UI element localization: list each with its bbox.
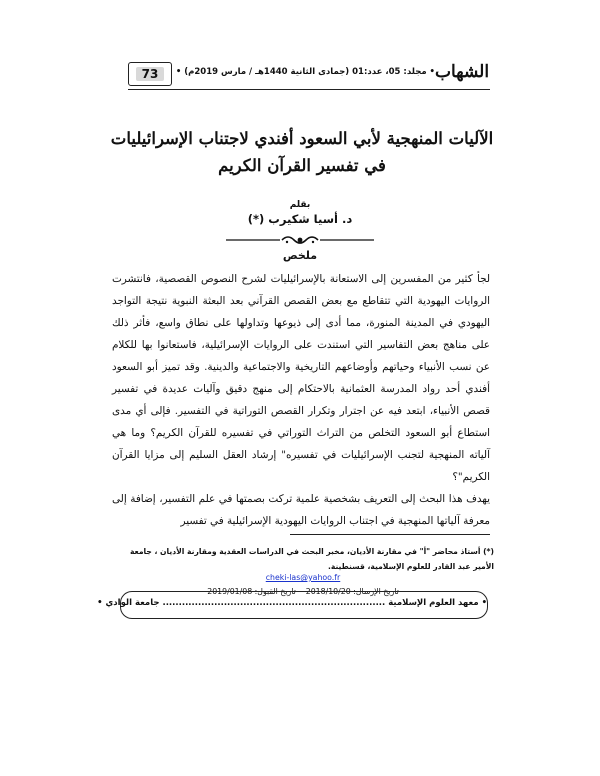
ornament-divider <box>226 233 374 247</box>
abstract-paragraph-1: لجأ كثير من المفسرين إلى الاستعانة بالإسرائيليات لشرح النصوص القصصية، فانتشرت الروايات اليهودية التي تتقاطع مع بعض القصص القرآني بعد البعثة النبوية نتيجة التواجد اليهودي في المدينة المنورة، مما أدى إلى ذيوعها وتداولها على نطاق واسع، فأثر ذلك على مناهج بعض التفاسير التي استندت على الروايات الإسرائيلية، فاستعانوا بها للكلام عن نسب الأنبياء وحياتهم وأوضاعهم التاريخية والاجتماعية والدينية. وقد تميز أبو السعود أفندي أحد رواد المدرسة العثمانية بالاحتكام إلى منهج دقيق وآليات عديدة في تفسير قصص الأنبياء، ابتعد فيه عن اجترار وتكرار القصص التوراتية في التفسير. فإلى أي مدى استطاع أبو السعود التخلص من التراث التوراتي في تفسيره للقرآن الكريم؟ وما هي آلياته المنهجية لتجنب الإسرائيليات في تفسيره" إرشاد العقل السليم إلى مزايا القرآن الكريم"؟ <box>112 273 490 483</box>
page-number: 73 <box>136 67 165 81</box>
accepted-label: تاريخ القبول: <box>254 587 296 596</box>
author-name: د. أسيا شكيرب (*) <box>247 212 353 226</box>
running-header <box>128 58 490 94</box>
footer-text: • معهد العلوم الإسلامية ..................................................................... جامعة الوادي • <box>97 598 487 608</box>
sent-label: تاريخ الإرسال: <box>353 587 399 596</box>
title-line-1: الآليات المنهجية لأبي السعود أفندي لاجتناب الإسرائيليات <box>110 129 494 148</box>
page-number-box <box>128 62 172 86</box>
journal-info: • مجلد: 05، عدد:01 (جمادى الثانية 1440هـ / مارس 2019م) • <box>175 67 435 77</box>
abstract-heading: ملخص <box>282 249 318 262</box>
by-label: بقلم <box>289 200 311 210</box>
footnote-text: (*) أستاذ محاضر "أ" في مقارنة الأديان، مخبر البحث في الدراسات العقدية ومقارنة الأديان ، جامعة الأمير عبد القادر للعلوم الإسلامية، قسنطينة. <box>129 547 494 571</box>
email-line <box>112 571 494 585</box>
sent-date: 2018/10/20 <box>305 587 351 596</box>
abstract-paragraph-2: يهدف هذا البحث إلى التعريف بشخصية علمية تركت بصمتها في علم التفسير، إضافة إلى معرفة آلياتها المنهجية في اجتناب الروايات اليهودية الإسرائيلية في تفسير <box>112 493 490 527</box>
author-block <box>150 200 450 226</box>
author-footnote <box>112 544 494 574</box>
title-line-2: في تفسير القرآن الكريم <box>218 156 386 175</box>
author-email[interactable]: cheki-las@yahoo.fr <box>265 573 341 582</box>
accepted-date: 2019/01/08 <box>207 587 253 596</box>
header-rule <box>128 89 490 90</box>
article-title <box>96 125 508 179</box>
footnote-rule <box>290 534 490 535</box>
journal-logo: الشهاب <box>434 62 490 82</box>
footer-box <box>97 591 488 619</box>
abstract-body <box>112 268 490 532</box>
